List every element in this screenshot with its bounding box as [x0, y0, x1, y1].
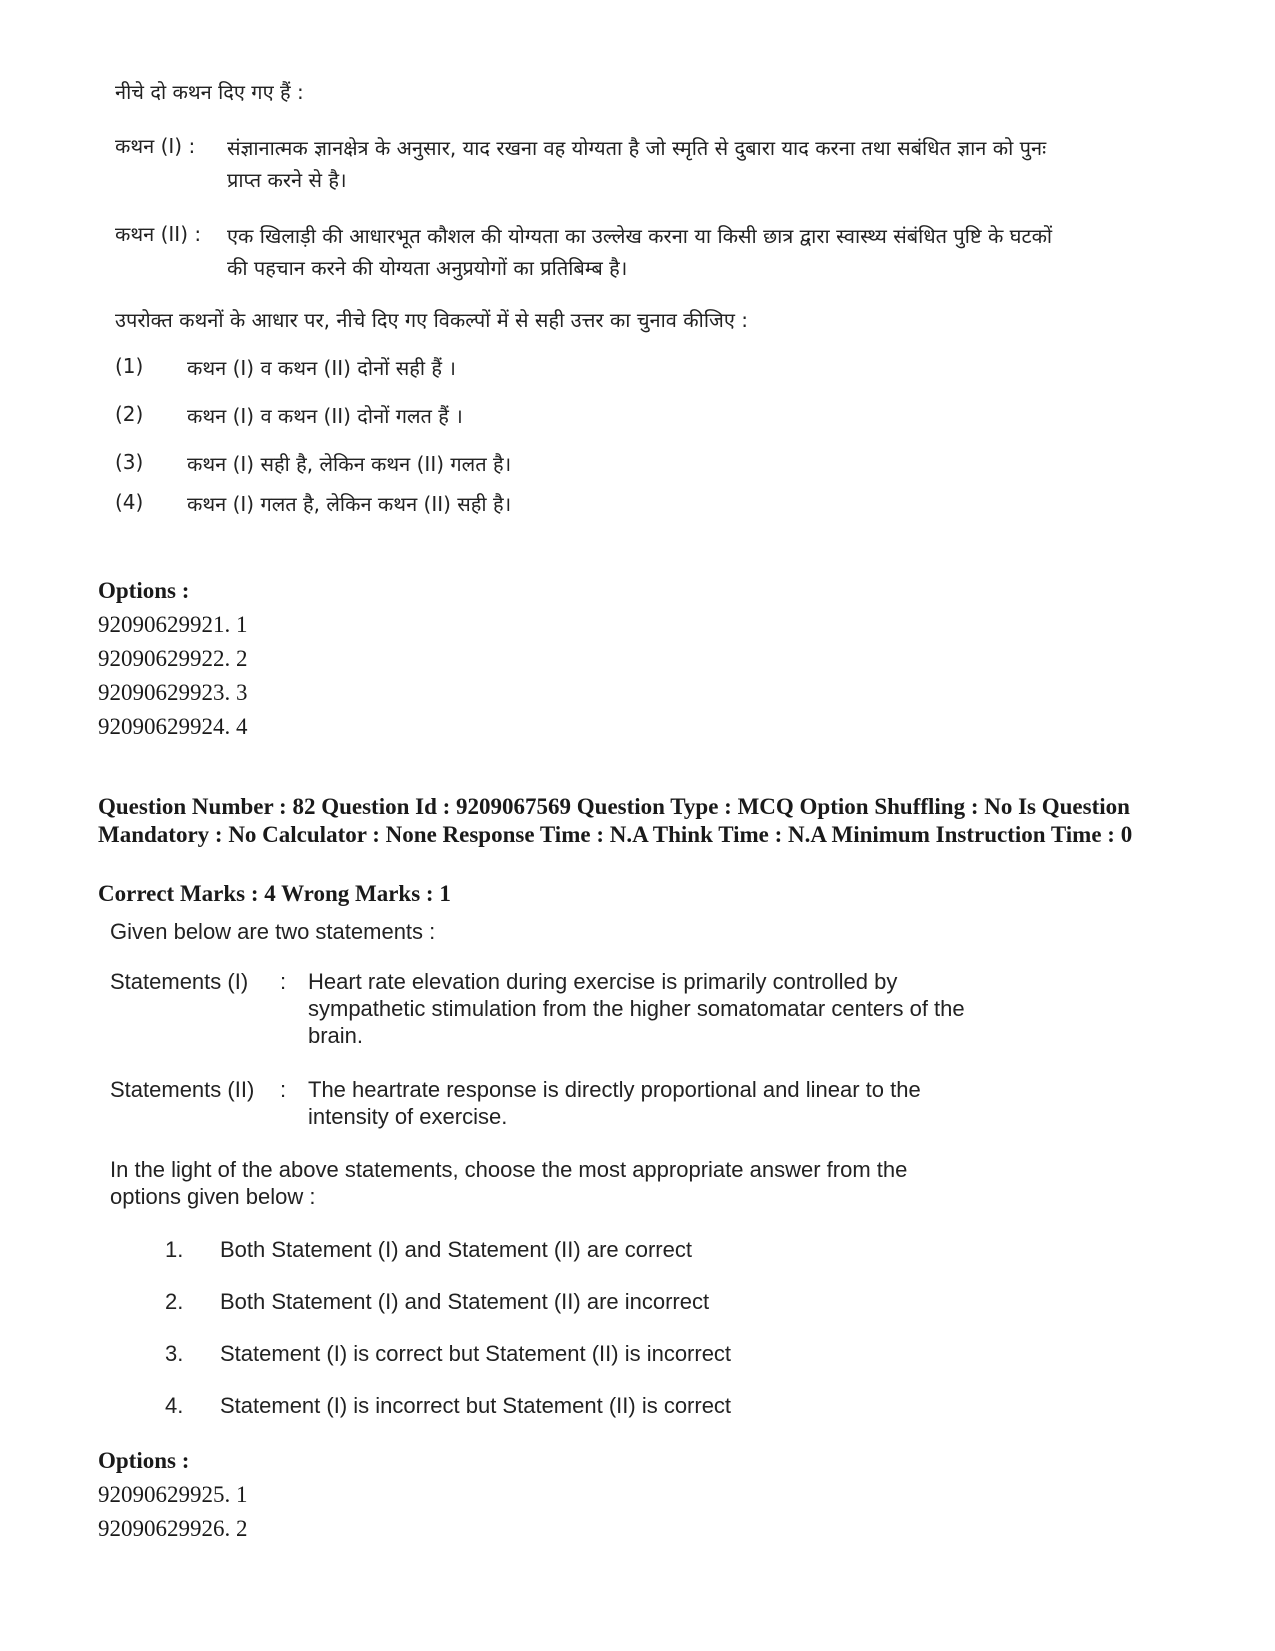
question-meta: Question Number : 82 Question Id : 9209067569 Question Type : MCQ Option Shuffling : No Is Question Mandatory : No Calculator : None Response Time : N.A Think Time : N.A Minimum Instruction Time : 0 — [98, 794, 1133, 847]
english-choice-number: 2. — [165, 1289, 184, 1314]
english-statement-label: Statements (I) — [110, 969, 249, 994]
hindi-statement-text: संज्ञानात्मक ज्ञानक्षेत्र के अनुसार, याद रखना वह योग्यता है जो स्मृति से दुबारा याद करना तथा सबंधित ज्ञान को पुनः प्राप्त करने से है। — [227, 136, 1047, 192]
english-choice-number: 3. — [165, 1341, 184, 1366]
hindi-instruction: उपरोक्त कथनों के आधार पर, नीचे दिए गए विकल्पों में से सही उत्तर का चुनाव कीजिए : — [115, 308, 748, 332]
option-id-line: 92090629922. 2 — [98, 646, 248, 671]
english-instruction: In the light of the above statements, choose the most appropriate answer from the options given below : — [110, 1157, 908, 1209]
option-id-line: 92090629921. 1 — [98, 612, 248, 637]
option-id-line: 92090629923. 3 — [98, 680, 248, 705]
english-intro: Given below are two statements : — [110, 919, 436, 944]
english-statement-colon: : — [280, 969, 287, 994]
hindi-choice-text: कथन (I) व कथन (II) दोनों गलत हैं । — [187, 404, 463, 428]
english-choice-text: Both Statement (I) and Statement (II) are correct — [220, 1237, 692, 1262]
english-statement-colon: : — [280, 1077, 287, 1102]
english-statement-text: Heart rate elevation during exercise is primarily controlled by sympathetic stimulation from the higher somatomatar centers of the brain. — [308, 969, 965, 1048]
english-choice-text: Statement (I) is correct but Statement (II) is incorrect — [220, 1341, 732, 1366]
hindi-choice-number: (2) — [115, 402, 144, 426]
options-heading: Options : — [98, 1448, 190, 1473]
english-choice-text: Both Statement (I) and Statement (II) are incorrect — [220, 1289, 710, 1314]
hindi-statement-label: कथन (I) : — [115, 134, 196, 158]
options-heading: Options : — [98, 578, 190, 603]
hindi-choice-number: (1) — [115, 354, 144, 378]
english-choice-number: 4. — [165, 1393, 184, 1418]
english-statement-text: The heartrate response is directly proportional and linear to the intensity of exercise. — [308, 1077, 921, 1129]
hindi-choice-number: (3) — [115, 450, 144, 474]
english-choice-number: 1. — [165, 1237, 184, 1262]
marks-line: Correct Marks : 4 Wrong Marks : 1 — [98, 881, 451, 906]
option-id-line: 92090629926. 2 — [98, 1516, 248, 1541]
hindi-choice-text: कथन (I) गलत है, लेकिन कथन (II) सही है। — [187, 492, 512, 516]
hindi-intro: नीचे दो कथन दिए गए हैं : — [115, 80, 304, 104]
option-id-line: 92090629925. 1 — [98, 1482, 248, 1507]
english-choice-text: Statement (I) is incorrect but Statement (II) is correct — [220, 1393, 732, 1418]
hindi-statement-text: एक खिलाड़ी की आधारभूत कौशल की योग्यता का उल्लेख करना या किसी छात्र द्वारा स्वास्थ्य संबंधित पुष्टि के घटकों की पहचान करने की योग्यता अनुप्रयोगों का प्रतिबिम्ब है। — [227, 224, 1053, 280]
hindi-choice-number: (4) — [115, 490, 144, 514]
hindi-statement-label: कथन (II) : — [115, 222, 202, 246]
hindi-choice-text: कथन (I) व कथन (II) दोनों सही हैं । — [187, 356, 456, 380]
option-id-line: 92090629924. 4 — [98, 714, 248, 739]
english-statement-label: Statements (II) — [110, 1077, 255, 1102]
hindi-choice-text: कथन (I) सही है, लेकिन कथन (II) गलत है। — [187, 452, 512, 476]
